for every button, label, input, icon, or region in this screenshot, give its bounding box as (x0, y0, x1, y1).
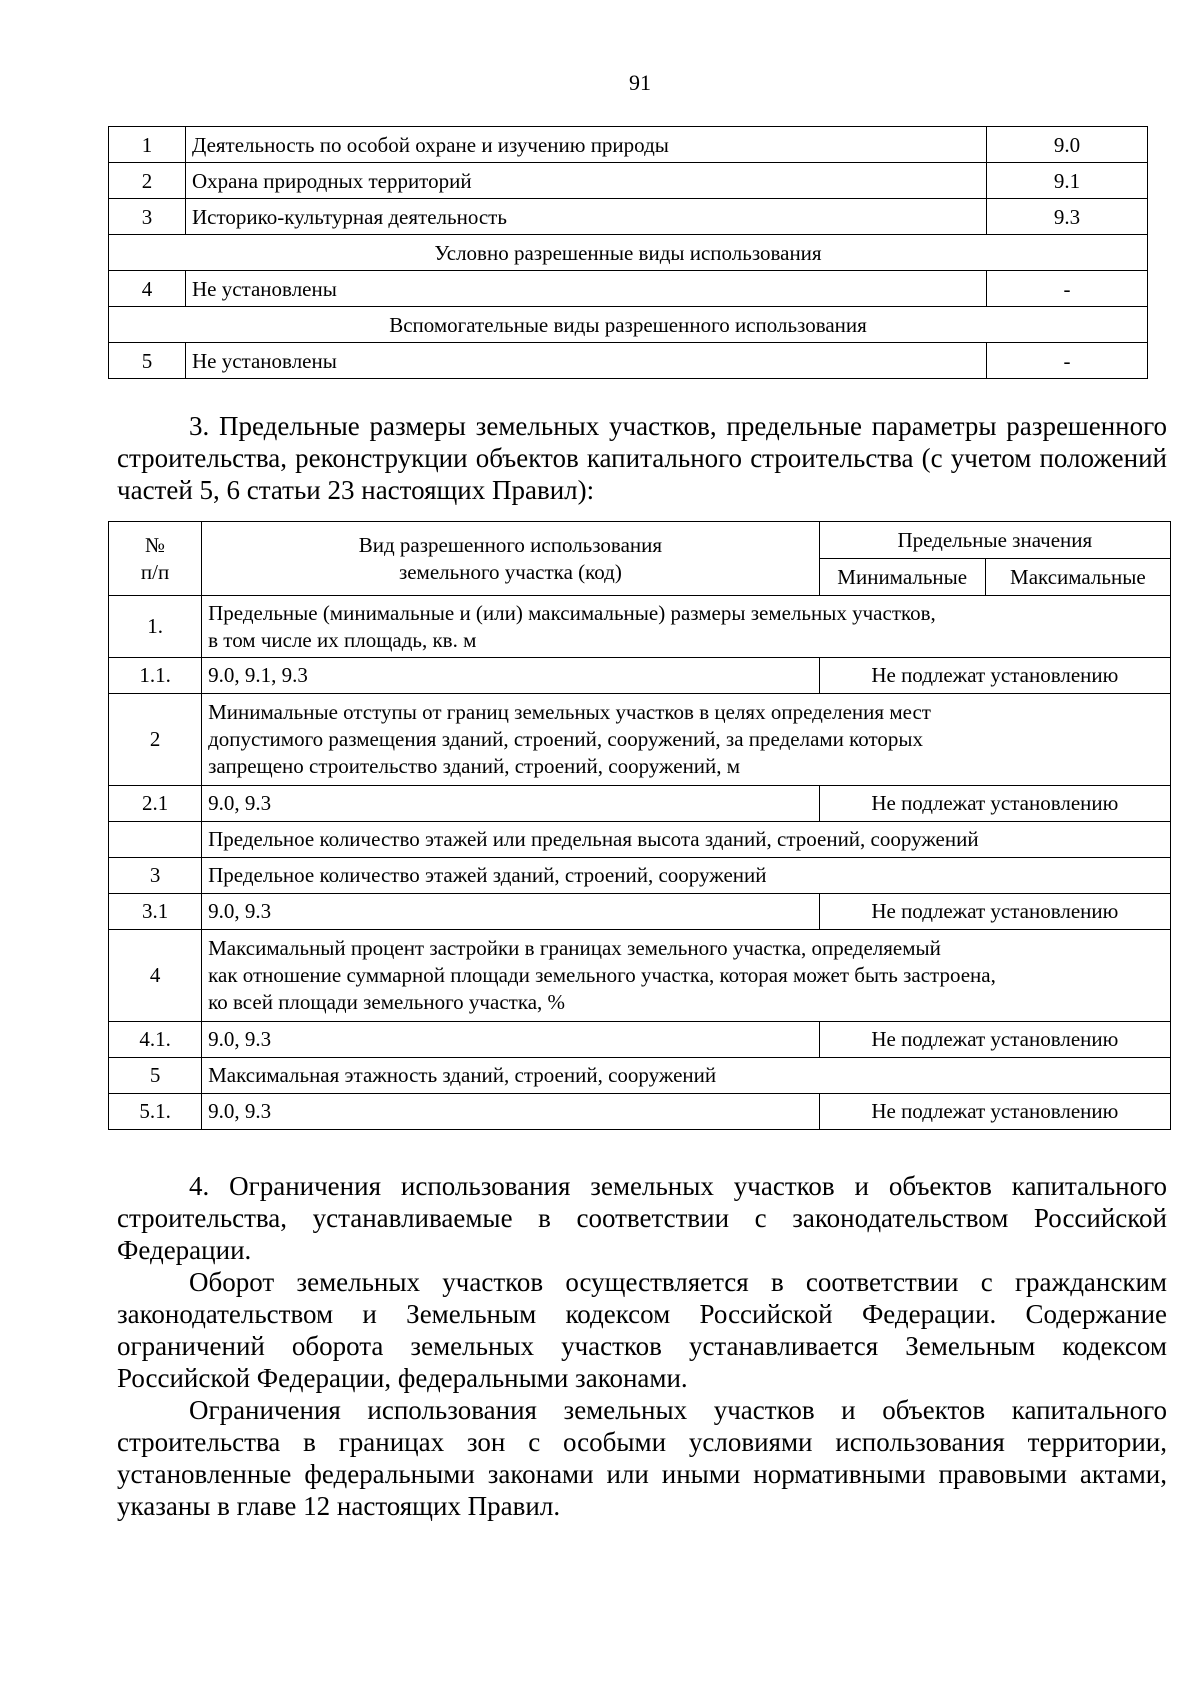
header-num-line2: п/п (140, 559, 170, 584)
row-description (202, 694, 1171, 786)
row-number: 2.1 (109, 786, 202, 822)
limits-table (108, 521, 1171, 1130)
use-code: - (987, 343, 1148, 379)
use-codes: 9.0, 9.3 (202, 894, 820, 930)
header-use-type-line2: земельного участка (код) (398, 559, 622, 584)
table-row (109, 596, 1171, 658)
use-code: 9.0 (987, 127, 1148, 163)
table-row (109, 930, 1171, 1022)
limit-value: Не подлежат установлению (819, 894, 1170, 930)
use-codes: 9.0, 9.3 (202, 786, 820, 822)
paragraph-4: 4. Ограничения использования земельных участков и объектов капитального строительства, устанавливаемые в соответствии с законодательством Российской Федерации. (117, 1171, 1167, 1265)
limit-value: Не подлежат установлению (819, 786, 1170, 822)
table-row (109, 858, 1171, 894)
row-number: 5 (109, 343, 186, 379)
header-use-type-line1: Вид разрешенного использования (358, 532, 663, 557)
paragraph-6: Ограничения использования земельных участков и объектов капитального строительства в границах зон с особыми условиями использования территории, установленные федеральными законами или иными нормативными правовыми актами, указаны в главе 12 настоящих Правил. (117, 1395, 1167, 1521)
use-codes: 9.0, 9.1, 9.3 (202, 658, 820, 694)
row-number: 3.1 (109, 894, 202, 930)
section-row (109, 235, 1148, 271)
table-row (109, 1058, 1171, 1094)
row-number: 1. (109, 596, 202, 658)
use-name: Охрана природных территорий (186, 163, 987, 199)
use-code: - (987, 271, 1148, 307)
use-codes: 9.0, 9.3 (202, 1094, 820, 1130)
limit-value: Не подлежат установлению (819, 1094, 1170, 1130)
use-code: 9.1 (987, 163, 1148, 199)
table-row (109, 127, 1148, 163)
row-description: Предельное количество этажей или предельная высота зданий, строений, сооружений (202, 822, 1171, 858)
description-line: запрещено строительство зданий, строений, сооружений, м (208, 754, 741, 778)
header-num-line1: № (145, 532, 166, 557)
description-line: Максимальный процент застройки в границах земельного участка, определяемый (208, 936, 941, 960)
description-line: как отношение суммарной площади земельного участка, которая может быть застроена, (208, 963, 996, 987)
table-row (109, 343, 1148, 379)
header-row (109, 522, 1171, 559)
permitted-uses-table (108, 126, 1148, 379)
paragraph-3: 3. Предельные размеры земельных участков, предельные параметры разрешенного строительства, реконструкции объектов капитального строительства (с учетом положений частей 5, 6 статьи 23 настоящих Правил): (117, 411, 1167, 505)
description-line: ко всей площади земельного участка, % (208, 990, 566, 1014)
row-description (202, 930, 1171, 1022)
use-name: Деятельность по особой охране и изучению природы (186, 127, 987, 163)
row-number: 4 (109, 930, 202, 1022)
header-use-type (202, 522, 820, 596)
header-num (109, 522, 202, 596)
table-row (109, 694, 1171, 786)
section-title-auxiliary: Вспомогательные виды разрешенного использования (109, 307, 1148, 343)
row-description (202, 596, 1171, 658)
header-min: Минимальные (819, 559, 985, 596)
row-number (109, 822, 202, 858)
use-name: Историко-культурная деятельность (186, 199, 987, 235)
row-number: 2 (109, 163, 186, 199)
row-number: 4.1. (109, 1022, 202, 1058)
table-row (109, 163, 1148, 199)
table-row (109, 786, 1171, 822)
header-limits: Предельные значения (819, 522, 1170, 559)
row-number: 2 (109, 694, 202, 786)
description-line: в том числе их площадь, кв. м (208, 627, 477, 652)
row-number: 4 (109, 271, 186, 307)
table-row (109, 1094, 1171, 1130)
description-line: Минимальные отступы от границ земельных участков в целях определения мест (208, 700, 931, 724)
use-name: Не установлены (186, 271, 987, 307)
row-description: Максимальная этажность зданий, строений, сооружений (202, 1058, 1171, 1094)
row-number: 1 (109, 127, 186, 163)
row-number: 3 (109, 858, 202, 894)
table-row (109, 271, 1148, 307)
row-number: 5 (109, 1058, 202, 1094)
row-number: 3 (109, 199, 186, 235)
paragraph-5: Оборот земельных участков осуществляется в соответствии с гражданским законодательством и Земельным кодексом Российской Федерации. Содержание ограничений оборота земельных участков устанавливается Земельным кодексом Российской Федерации, федеральными законами. (117, 1267, 1167, 1393)
row-number: 5.1. (109, 1094, 202, 1130)
table-row (109, 894, 1171, 930)
row-description: Предельное количество этажей зданий, строений, сооружений (202, 858, 1171, 894)
page-number: 91 (629, 70, 651, 95)
use-name: Не установлены (186, 343, 987, 379)
header-max: Максимальные (985, 559, 1170, 596)
limit-value: Не подлежат установлению (819, 658, 1170, 694)
limit-value: Не подлежат установлению (819, 1022, 1170, 1058)
table-row (109, 1022, 1171, 1058)
description-line: допустимого размещения зданий, строений, сооружений, за пределами которых (208, 727, 924, 751)
use-codes: 9.0, 9.3 (202, 1022, 820, 1058)
use-code: 9.3 (987, 199, 1148, 235)
section-row (109, 307, 1148, 343)
table-row (109, 822, 1171, 858)
section-title-conditional: Условно разрешенные виды использования (109, 235, 1148, 271)
row-number: 1.1. (109, 658, 202, 694)
table-row (109, 658, 1171, 694)
description-line: Предельные (минимальные и (или) максимальные) размеры земельных участков, (208, 600, 936, 625)
table-row (109, 199, 1148, 235)
